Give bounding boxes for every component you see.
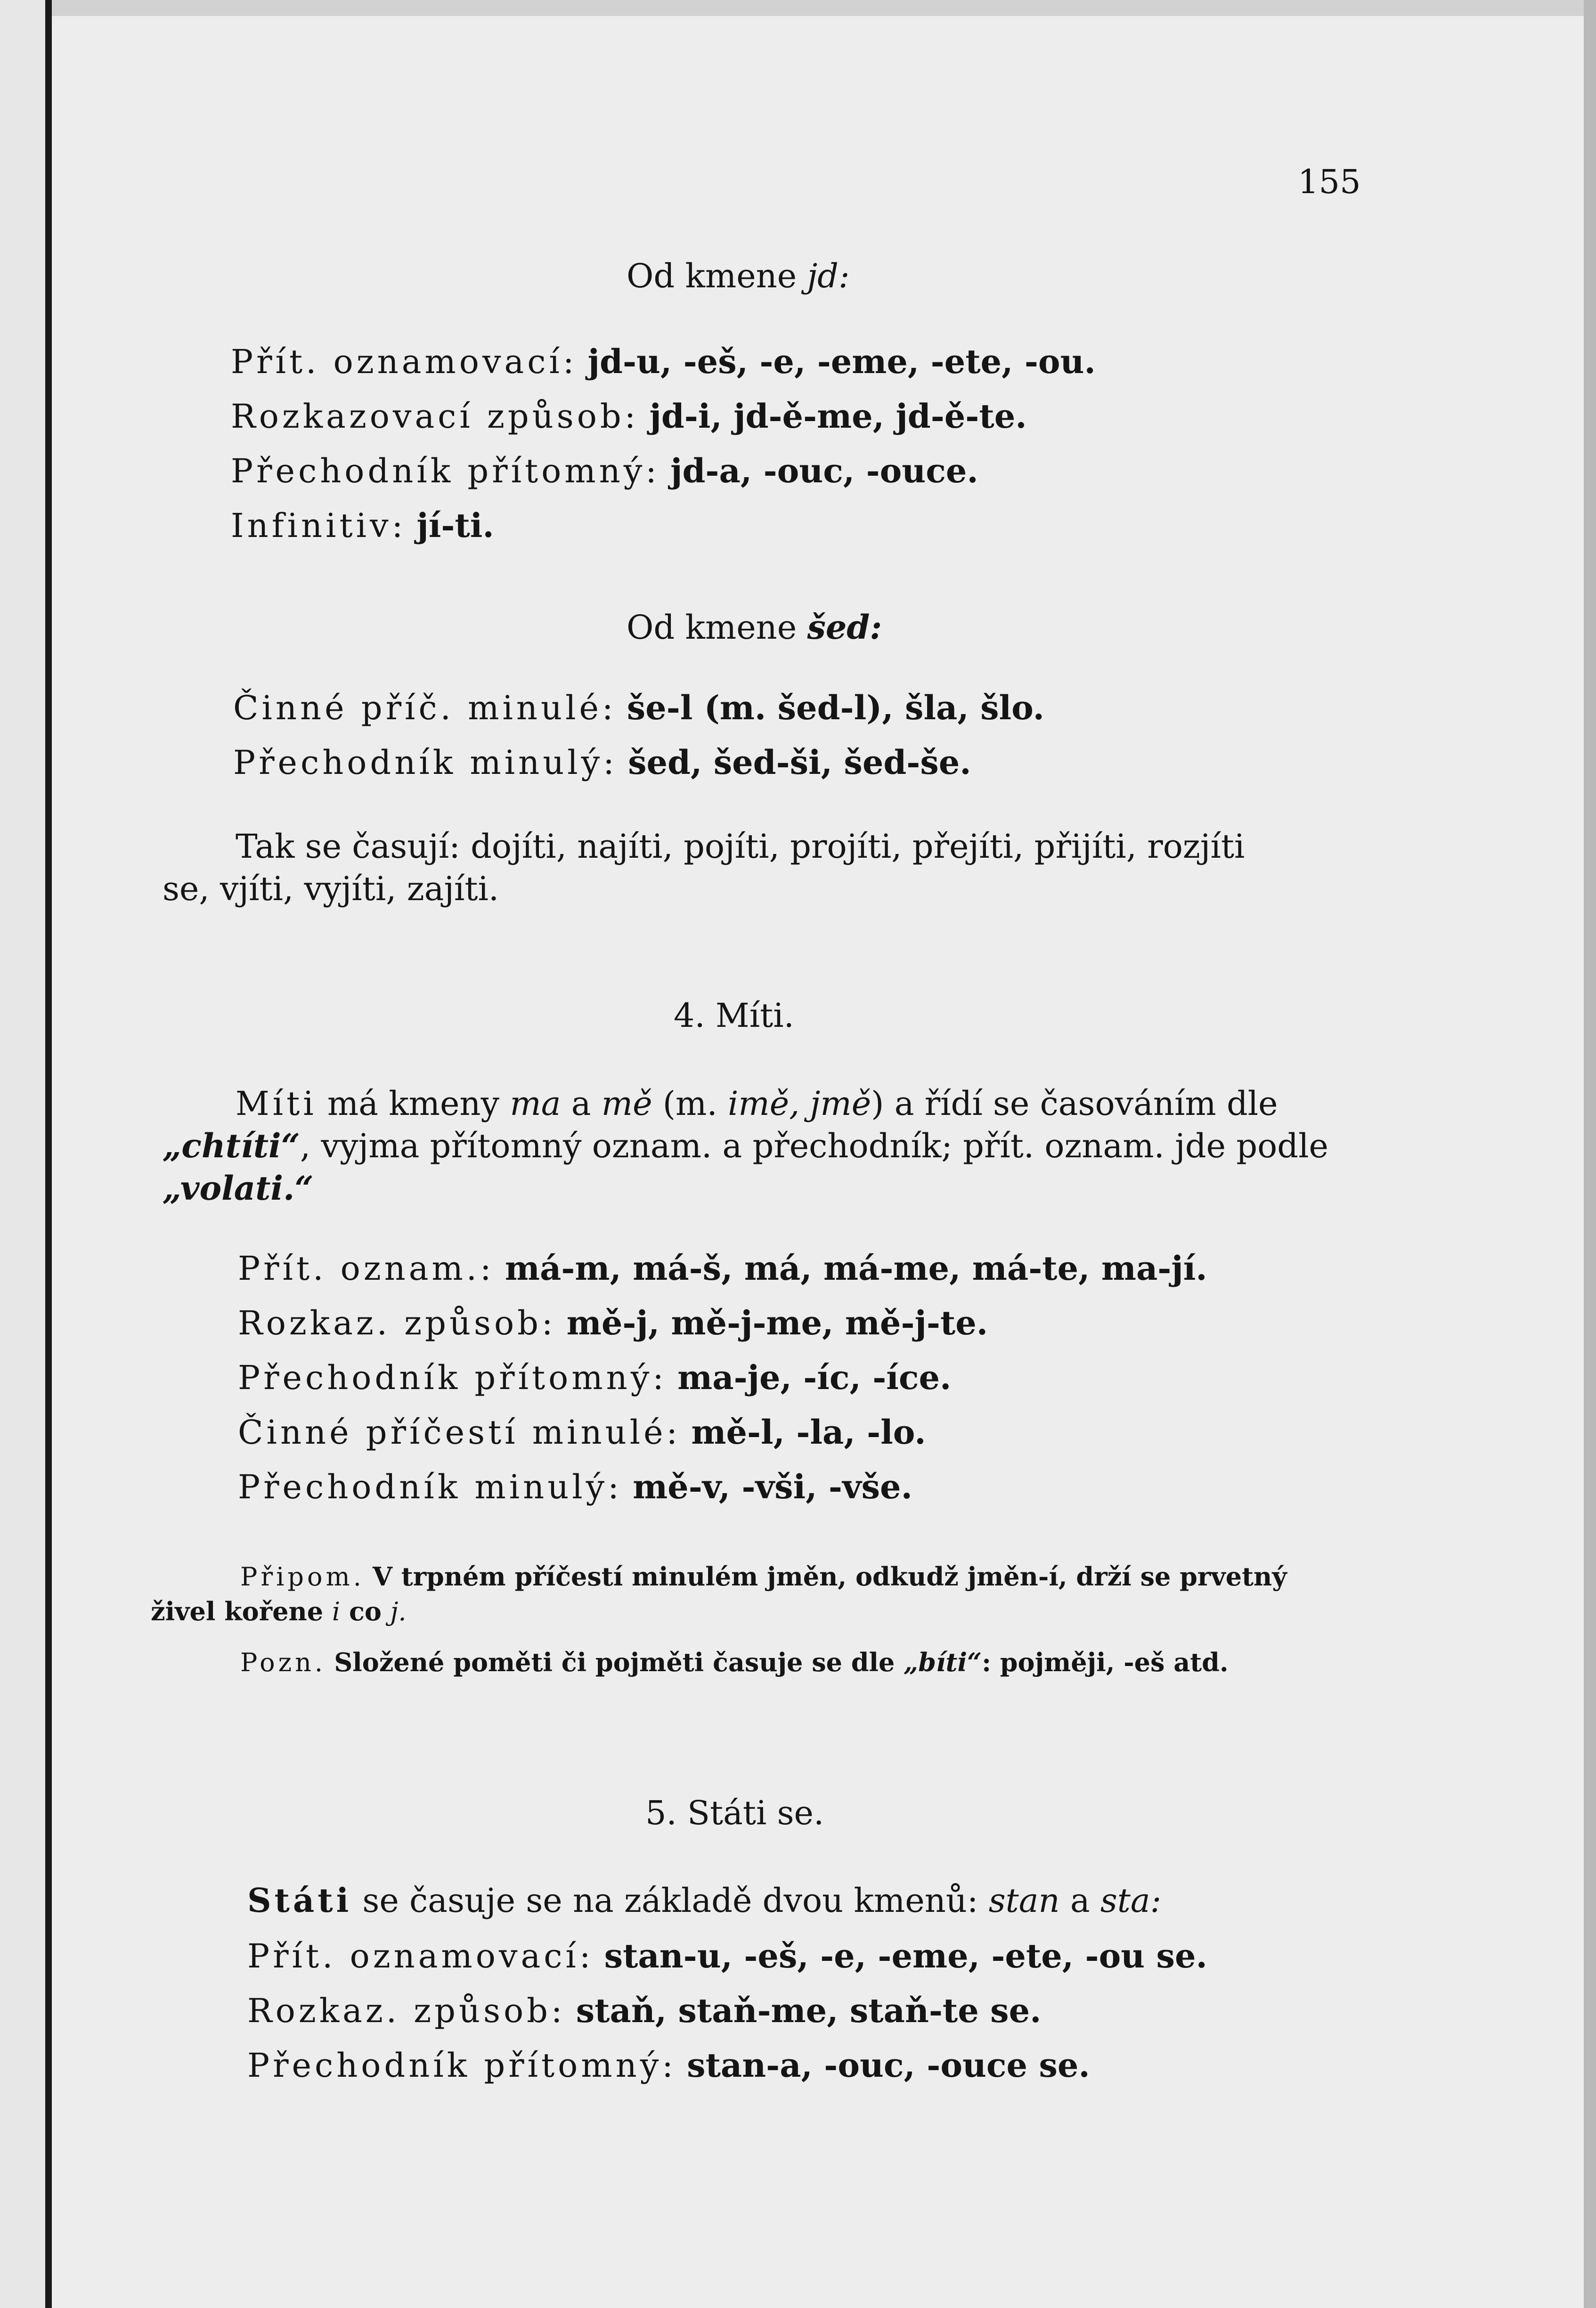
facing-page-margin [0, 0, 45, 2308]
heading-stem-jd [627, 257, 850, 295]
jd-row [231, 498, 1096, 553]
row-forms: jí-ti. [416, 506, 494, 545]
note-quoted-verb: „bíti“ [904, 1647, 982, 1677]
row-forms: šed, šed-ši, šed-še. [628, 743, 971, 782]
jd-conjugation-rows [231, 334, 1096, 553]
heading-stem-sed [627, 608, 882, 647]
text: , vyjma přítomný oznam. a přechodník; přít. oznam. jde podle [300, 1127, 1328, 1165]
note-letter: i [332, 1597, 341, 1626]
stem: stan [988, 1881, 1060, 1920]
note-text: živel kořene [151, 1596, 332, 1626]
stati-intro [247, 1879, 1161, 1922]
heading-stati: 5. Státi se. [645, 1794, 824, 1832]
miti-conjugation-rows [238, 1241, 1207, 1514]
text: (m. [652, 1084, 728, 1123]
note-pozn [240, 1645, 1229, 1680]
stati-conjugation-rows [247, 1929, 1207, 2093]
note-label: Pozn. [240, 1648, 326, 1677]
jd-row [231, 334, 1096, 389]
row-label: Přechodník minulý: [238, 1468, 622, 1506]
row-label: Rozkazovací způsob: [231, 397, 639, 436]
text: ) a řídí se časováním dle [871, 1084, 1278, 1123]
row-label: Činné příčestí minulé: [238, 1413, 681, 1452]
text: a [561, 1084, 602, 1123]
sed-row [233, 681, 1044, 735]
heading-stem: šed: [807, 608, 882, 647]
row-label: Rozkaz. způsob: [247, 1991, 566, 2030]
row-label: Přít. oznamovací: [247, 1937, 594, 1975]
row-forms: še-l (m. šed-l), šla, šlo. [627, 688, 1044, 727]
row-forms: staň, staň-me, staň-te se. [576, 1991, 1042, 2030]
text: má kmeny [317, 1084, 510, 1123]
note-text: co [340, 1596, 391, 1626]
stem: ma [510, 1084, 561, 1123]
text: se časuje se na základě dvou kmenů: [352, 1881, 989, 1920]
stem: mě [601, 1084, 652, 1123]
row-label: Přechodník přítomný: [247, 2046, 676, 2085]
note-text: : pojměji, -eš atd. [982, 1647, 1229, 1677]
row-label: Rozkaz. způsob: [238, 1304, 556, 1342]
sed-paragraph-line-1: Tak se časují: dojíti, najíti, pojíti, projíti, přejíti, přijíti, rozjíti [236, 827, 1245, 866]
miti-intro-line-3 [163, 1167, 314, 1210]
row-label: Přechodník přítomný: [231, 452, 660, 490]
row-label: Přechodník přítomný: [238, 1358, 667, 1397]
note-text: V trpném příčestí minulém jměn, odkudž jměn-í, drží se prvetný [373, 1561, 1287, 1592]
term: Míti [236, 1084, 317, 1123]
stati-row [247, 1983, 1207, 2038]
miti-row [238, 1405, 1207, 1460]
row-label: Přít. oznamovací: [231, 342, 578, 381]
note-letter: j. [390, 1597, 407, 1626]
note-label: Připom. [240, 1562, 365, 1592]
note-pripom-line-1 [240, 1559, 1287, 1594]
row-forms: mě-j, mě-j-me, mě-j-te. [566, 1303, 988, 1342]
row-forms: stan-a, -ouc, -ouce se. [687, 2046, 1090, 2085]
page-number: 155 [1298, 163, 1361, 201]
quoted-verb: „volati.“ [163, 1169, 314, 1208]
row-forms: má-m, má-š, má, má-me, má-te, ma-jí. [505, 1249, 1207, 1288]
row-forms: ma-je, -íc, -íce. [677, 1358, 952, 1397]
sed-paragraph-line-2: se, vjíti, vyjíti, zajíti. [163, 870, 499, 908]
sed-row [233, 735, 1044, 790]
stati-row [247, 1929, 1207, 1983]
term: Státi [247, 1881, 352, 1920]
miti-intro-line-1 [236, 1082, 1278, 1125]
book-spine-edge [45, 0, 52, 2308]
miti-row [238, 1296, 1207, 1350]
row-forms: jd-u, -eš, -e, -eme, -ete, -ou. [587, 342, 1096, 381]
top-scan-shadow [52, 0, 1596, 16]
heading-prefix: Od kmene [627, 257, 797, 295]
heading-prefix: Od kmene [627, 608, 797, 647]
miti-row [238, 1241, 1207, 1296]
heading-stem: jd: [807, 257, 850, 295]
note-pripom-line-2 [151, 1594, 407, 1629]
row-label: Přechodník minulý: [233, 743, 618, 782]
stem: sta: [1100, 1881, 1162, 1920]
row-forms: jd-i, jd-ě-me, jd-ě-te. [649, 397, 1027, 436]
miti-row [238, 1460, 1207, 1514]
sed-conjugation-rows [233, 681, 1044, 790]
miti-row [238, 1350, 1207, 1405]
row-forms: mě-v, -vši, -vše. [633, 1467, 912, 1506]
text: a [1059, 1881, 1100, 1920]
row-forms: stan-u, -eš, -e, -eme, -ete, -ou se. [604, 1936, 1207, 1975]
miti-intro-line-2 [163, 1125, 1328, 1167]
jd-row [231, 444, 1096, 498]
note-text: Složené poměti či pojměti časuje se dle [334, 1647, 904, 1677]
row-label: Infinitiv: [231, 506, 407, 545]
stati-row [247, 2038, 1207, 2093]
row-label: Činné příč. minulé: [233, 689, 617, 727]
right-scan-edge [1584, 0, 1596, 2308]
row-label: Přít. oznam.: [238, 1249, 495, 1288]
quoted-verb: „chtíti“ [163, 1126, 300, 1165]
jd-row [231, 389, 1096, 444]
row-forms: mě-l, -la, -lo. [691, 1413, 926, 1452]
heading-miti: 4. Míti. [674, 996, 794, 1035]
row-forms: jd-a, -ouc, -ouce. [670, 451, 978, 490]
stem: imě, jmě [727, 1084, 871, 1123]
